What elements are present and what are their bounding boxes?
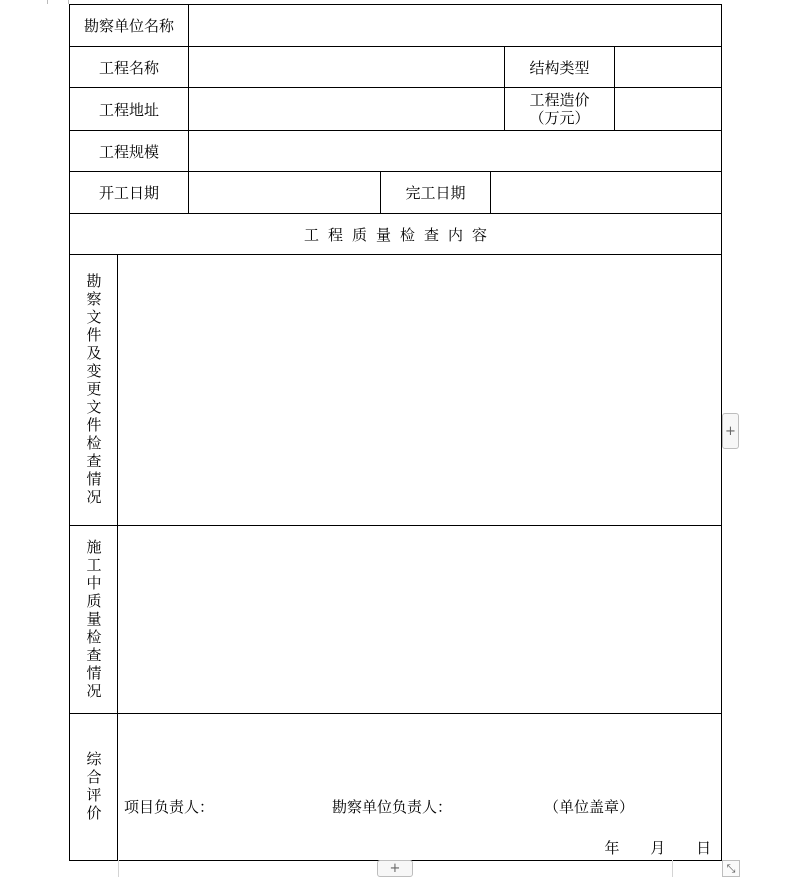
overall-eval-content[interactable] bbox=[118, 714, 722, 861]
row-overall-eval bbox=[70, 714, 722, 861]
start-date-value[interactable] bbox=[189, 172, 381, 214]
row-project-address bbox=[70, 88, 722, 131]
row-dates bbox=[70, 172, 722, 214]
survey-docs-check-content[interactable] bbox=[118, 255, 722, 526]
survey-unit-name-label: 勘察单位名称 bbox=[70, 5, 189, 47]
project-leader-label: 项目负责人： bbox=[124, 798, 215, 816]
project-scale-label: 工程规模 bbox=[70, 131, 189, 172]
project-scale-value[interactable] bbox=[189, 131, 722, 172]
add-column-button[interactable] bbox=[722, 413, 739, 449]
project-cost-value[interactable] bbox=[615, 88, 722, 131]
completion-date-value[interactable] bbox=[491, 172, 722, 214]
unit-seal-label: （单位盖章） bbox=[544, 798, 635, 816]
row-survey-unit bbox=[70, 5, 722, 47]
survey-unit-leader-label: 勘察单位负责人： bbox=[332, 798, 453, 816]
plus-icon: + bbox=[725, 424, 736, 439]
construction-check-label-cell bbox=[70, 526, 118, 714]
row-construction-check bbox=[70, 526, 722, 714]
survey-unit-name-value[interactable] bbox=[189, 5, 722, 47]
page-corner-mark bbox=[47, 0, 69, 4]
survey-docs-check-label: 勘察文件及变更文件检查情况 bbox=[84, 273, 103, 507]
construction-check-content[interactable] bbox=[118, 526, 722, 714]
project-cost-label-line2: （万元） bbox=[529, 109, 590, 127]
overall-eval-label-cell bbox=[70, 714, 118, 861]
overall-eval-inner bbox=[118, 714, 721, 860]
row-section-heading bbox=[70, 214, 722, 255]
date-row bbox=[584, 837, 711, 858]
structure-type-label: 结构类型 bbox=[505, 47, 615, 88]
date-month: 月 bbox=[650, 839, 666, 857]
survey-docs-check-label-cell bbox=[70, 255, 118, 526]
row-project-name bbox=[70, 47, 722, 88]
guide-line-left bbox=[118, 860, 119, 877]
date-day: 日 bbox=[696, 839, 712, 857]
project-address-label: 工程地址 bbox=[70, 88, 189, 131]
row-survey-docs-check bbox=[70, 255, 722, 526]
section-heading: 工程质量检查内容 bbox=[304, 225, 497, 244]
structure-type-value[interactable] bbox=[615, 47, 722, 88]
project-address-value[interactable] bbox=[189, 88, 505, 131]
add-row-button[interactable] bbox=[377, 860, 413, 877]
inspection-table bbox=[69, 4, 722, 861]
start-date-label: 开工日期 bbox=[70, 172, 189, 214]
overall-eval-label: 综合评价 bbox=[84, 751, 103, 823]
section-heading-cell bbox=[70, 214, 722, 255]
inspection-form bbox=[69, 4, 721, 860]
completion-date-label: 完工日期 bbox=[381, 172, 491, 214]
project-cost-label bbox=[505, 88, 615, 131]
construction-check-label: 施工中质量检查情况 bbox=[84, 538, 103, 701]
table-resize-handle[interactable] bbox=[722, 860, 740, 877]
resize-diagonal-icon: ⤡ bbox=[726, 862, 736, 875]
project-cost-label-line1: 工程造价 bbox=[529, 91, 590, 109]
row-project-scale bbox=[70, 131, 722, 172]
project-name-value[interactable] bbox=[189, 47, 505, 88]
date-year: 年 bbox=[604, 839, 620, 857]
guide-line-mid bbox=[672, 860, 673, 877]
plus-icon: + bbox=[389, 861, 401, 876]
project-name-label: 工程名称 bbox=[70, 47, 189, 88]
